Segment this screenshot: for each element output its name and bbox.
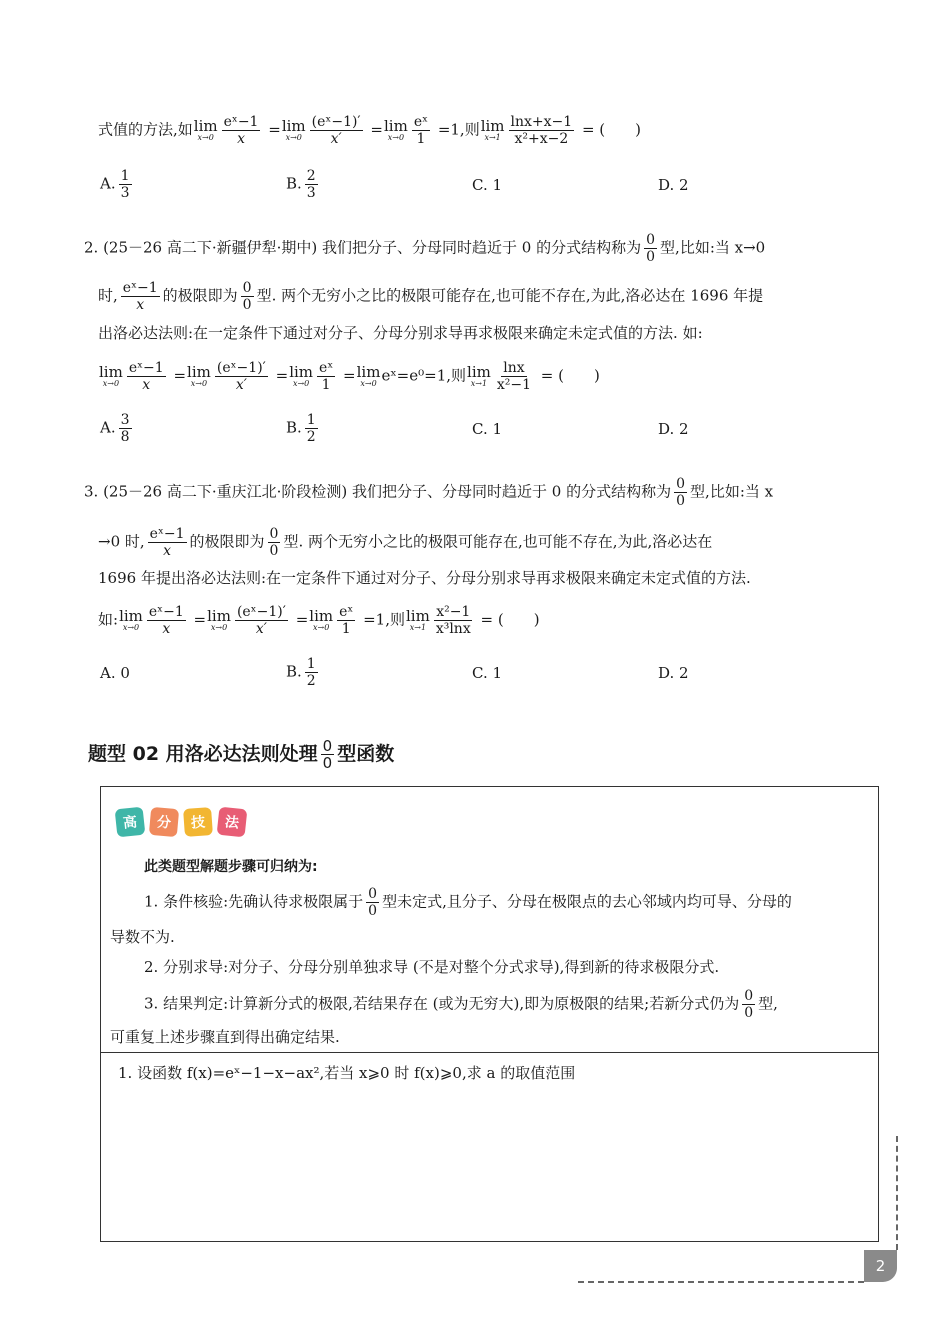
q1-intro-text: 式值的方法,如: [98, 120, 193, 139]
tip-step-2: 2. 分别求导:对分子、分母分别单独求导 (不是对整个分式求导),得到新的待求极限分式.: [144, 958, 720, 976]
page-number: 2: [864, 1250, 897, 1282]
option-a[interactable]: A. 0: [100, 664, 130, 682]
q1-stem: 式值的方法,如 lim x→0 $\frac{\text{eˣ−1}}{x}$ = lim x→0 $\frac{\text{(eˣ−1)′}}{x'}$ = lim x→0 $\frac{\text{eˣ}}{1}$ =1,则 lim x→1 $\frac{\ln x+x-1}{\text{x²+x−2}}$ = ( ): [98, 114, 642, 147]
fraction: $\frac{\text{eˣ}}{1}$: [413, 114, 429, 147]
option-a[interactable]: A. $\frac{1}{3}$: [100, 168, 130, 201]
badge-tile: 法: [217, 807, 248, 838]
exercise-question: 1. 设函数 f(x)=eˣ−1−x−ax²,若当 x⩾0 时 f(x)⩾0,求 a 的取值范围: [118, 1064, 576, 1082]
q2-line2: 时, $\frac{\text{eˣ−1}}{x}$ 的极限即为 $\frac{0}{0}$ 型. 两个无穷小之比的极限可能存在,也可能不存在,为此,洛必达在 1696 年提: [98, 280, 764, 313]
tip-step-1-cont: 导数不为.: [110, 928, 175, 946]
option-c[interactable]: C. 1: [472, 664, 503, 682]
option-d[interactable]: D. 2: [658, 664, 689, 682]
option-d[interactable]: D. 2: [658, 420, 689, 438]
lim-operator: lim x→1: [480, 117, 505, 142]
option-c[interactable]: C. 1: [472, 420, 503, 438]
lim-operator: lim x→0: [383, 117, 408, 142]
lim-operator: lim x→0: [193, 117, 218, 142]
page-bottom-dashes: [578, 1281, 864, 1283]
q3-line1: 3. (25－26 高二下·重庆江北·阶段检测) 我们把分子、分母同时趋近于 0 的分式结构称为 $\frac{0}{0}$ 型,比如:当 x: [84, 476, 774, 509]
tip-heading: 此类题型解题步骤可归纳为:: [144, 859, 318, 875]
high-score-badge-icon: [114, 798, 256, 842]
option-b[interactable]: B. $\frac{1}{2}$: [286, 656, 316, 689]
q3-line4: 如: lim x→0 $\frac{\text{eˣ−1}}{x}$ = lim x→0 $\frac{\text{(eˣ−1)′}}{x'}$ = lim x→0 $\frac{\text{eˣ}}{1}$ =1,则 lim x→1 $\frac{\text{x²−1}}{\text{x³lnx}}$ = ( ): [98, 604, 540, 637]
badge-tile: 技: [183, 807, 213, 837]
q3-line2: →0 时, $\frac{\text{eˣ−1}}{x}$ 的极限即为 $\frac{0}{0}$ 型. 两个无穷小之比的极限可能存在,也可能不存在,为此,洛必达在: [98, 526, 713, 559]
option-a[interactable]: A. $\frac{3}{8}$: [100, 412, 130, 445]
fraction: $\frac{\text{eˣ−1}}{x}$: [223, 114, 259, 147]
q2-line1: 2. (25－26 高二下·新疆伊犁·期中) 我们把分子、分母同时趋近于 0 的分式结构称为 $\frac{0}{0}$ 型,比如:当 x→0: [84, 232, 766, 265]
section-title: 题型 02 用洛必达法则处理 $\frac{0}{0}$ 型函数: [88, 737, 395, 772]
fraction: $\frac{\ln x+x-1}{\text{x²+x−2}}$: [510, 114, 573, 147]
lim-operator: lim x→0: [281, 117, 306, 142]
q2-line4: lim x→0 $\frac{\text{eˣ−1}}{x}$ = lim x→0 $\frac{\text{(eˣ−1)′}}{x'}$ = lim x→0 $\frac{\text{eˣ}}{1}$ = lim x→0 eˣ=e⁰=1,则 lim x→1 $\frac{\ln x}{\text{x²−1}}$ = ( ): [99, 360, 600, 393]
option-d[interactable]: D. 2: [658, 176, 689, 194]
tip-step-3: 3. 结果判定:计算新分式的极限,若结果存在 (或为无穷大),即为原极限的结果;若新分式仍为 $\frac{0}{0}$ 型,: [144, 988, 778, 1021]
tip-step-1: 1. 条件核验:先确认待求极限属于 $\frac{0}{0}$ 型未定式,且分子、分母在极限点的去心邻域内均可导、分母的: [144, 886, 792, 919]
badge-tile: 分: [149, 807, 179, 837]
option-c[interactable]: C. 1: [472, 176, 503, 194]
fraction: $\frac{\text{(eˣ−1)′}}{x'}$: [311, 114, 361, 147]
option-b[interactable]: B. $\frac{1}{2}$: [286, 412, 316, 445]
divider: [100, 1052, 879, 1053]
q3-line3: 1696 年提出洛必达法则:在一定条件下通过对分子、分母分别求导再求极限来确定未定式值的方法.: [98, 569, 751, 587]
badge-tile: 高: [115, 807, 146, 838]
q2-line3: 出洛必达法则:在一定条件下通过对分子、分母分别求导再求极限来确定未定式值的方法. 如:: [98, 324, 703, 342]
tip-step-3-cont: 可重复上述步骤直到得出确定结果.: [110, 1028, 340, 1046]
page-corner-dashes: [896, 1136, 898, 1250]
option-b[interactable]: B. $\frac{2}{3}$: [286, 168, 316, 201]
